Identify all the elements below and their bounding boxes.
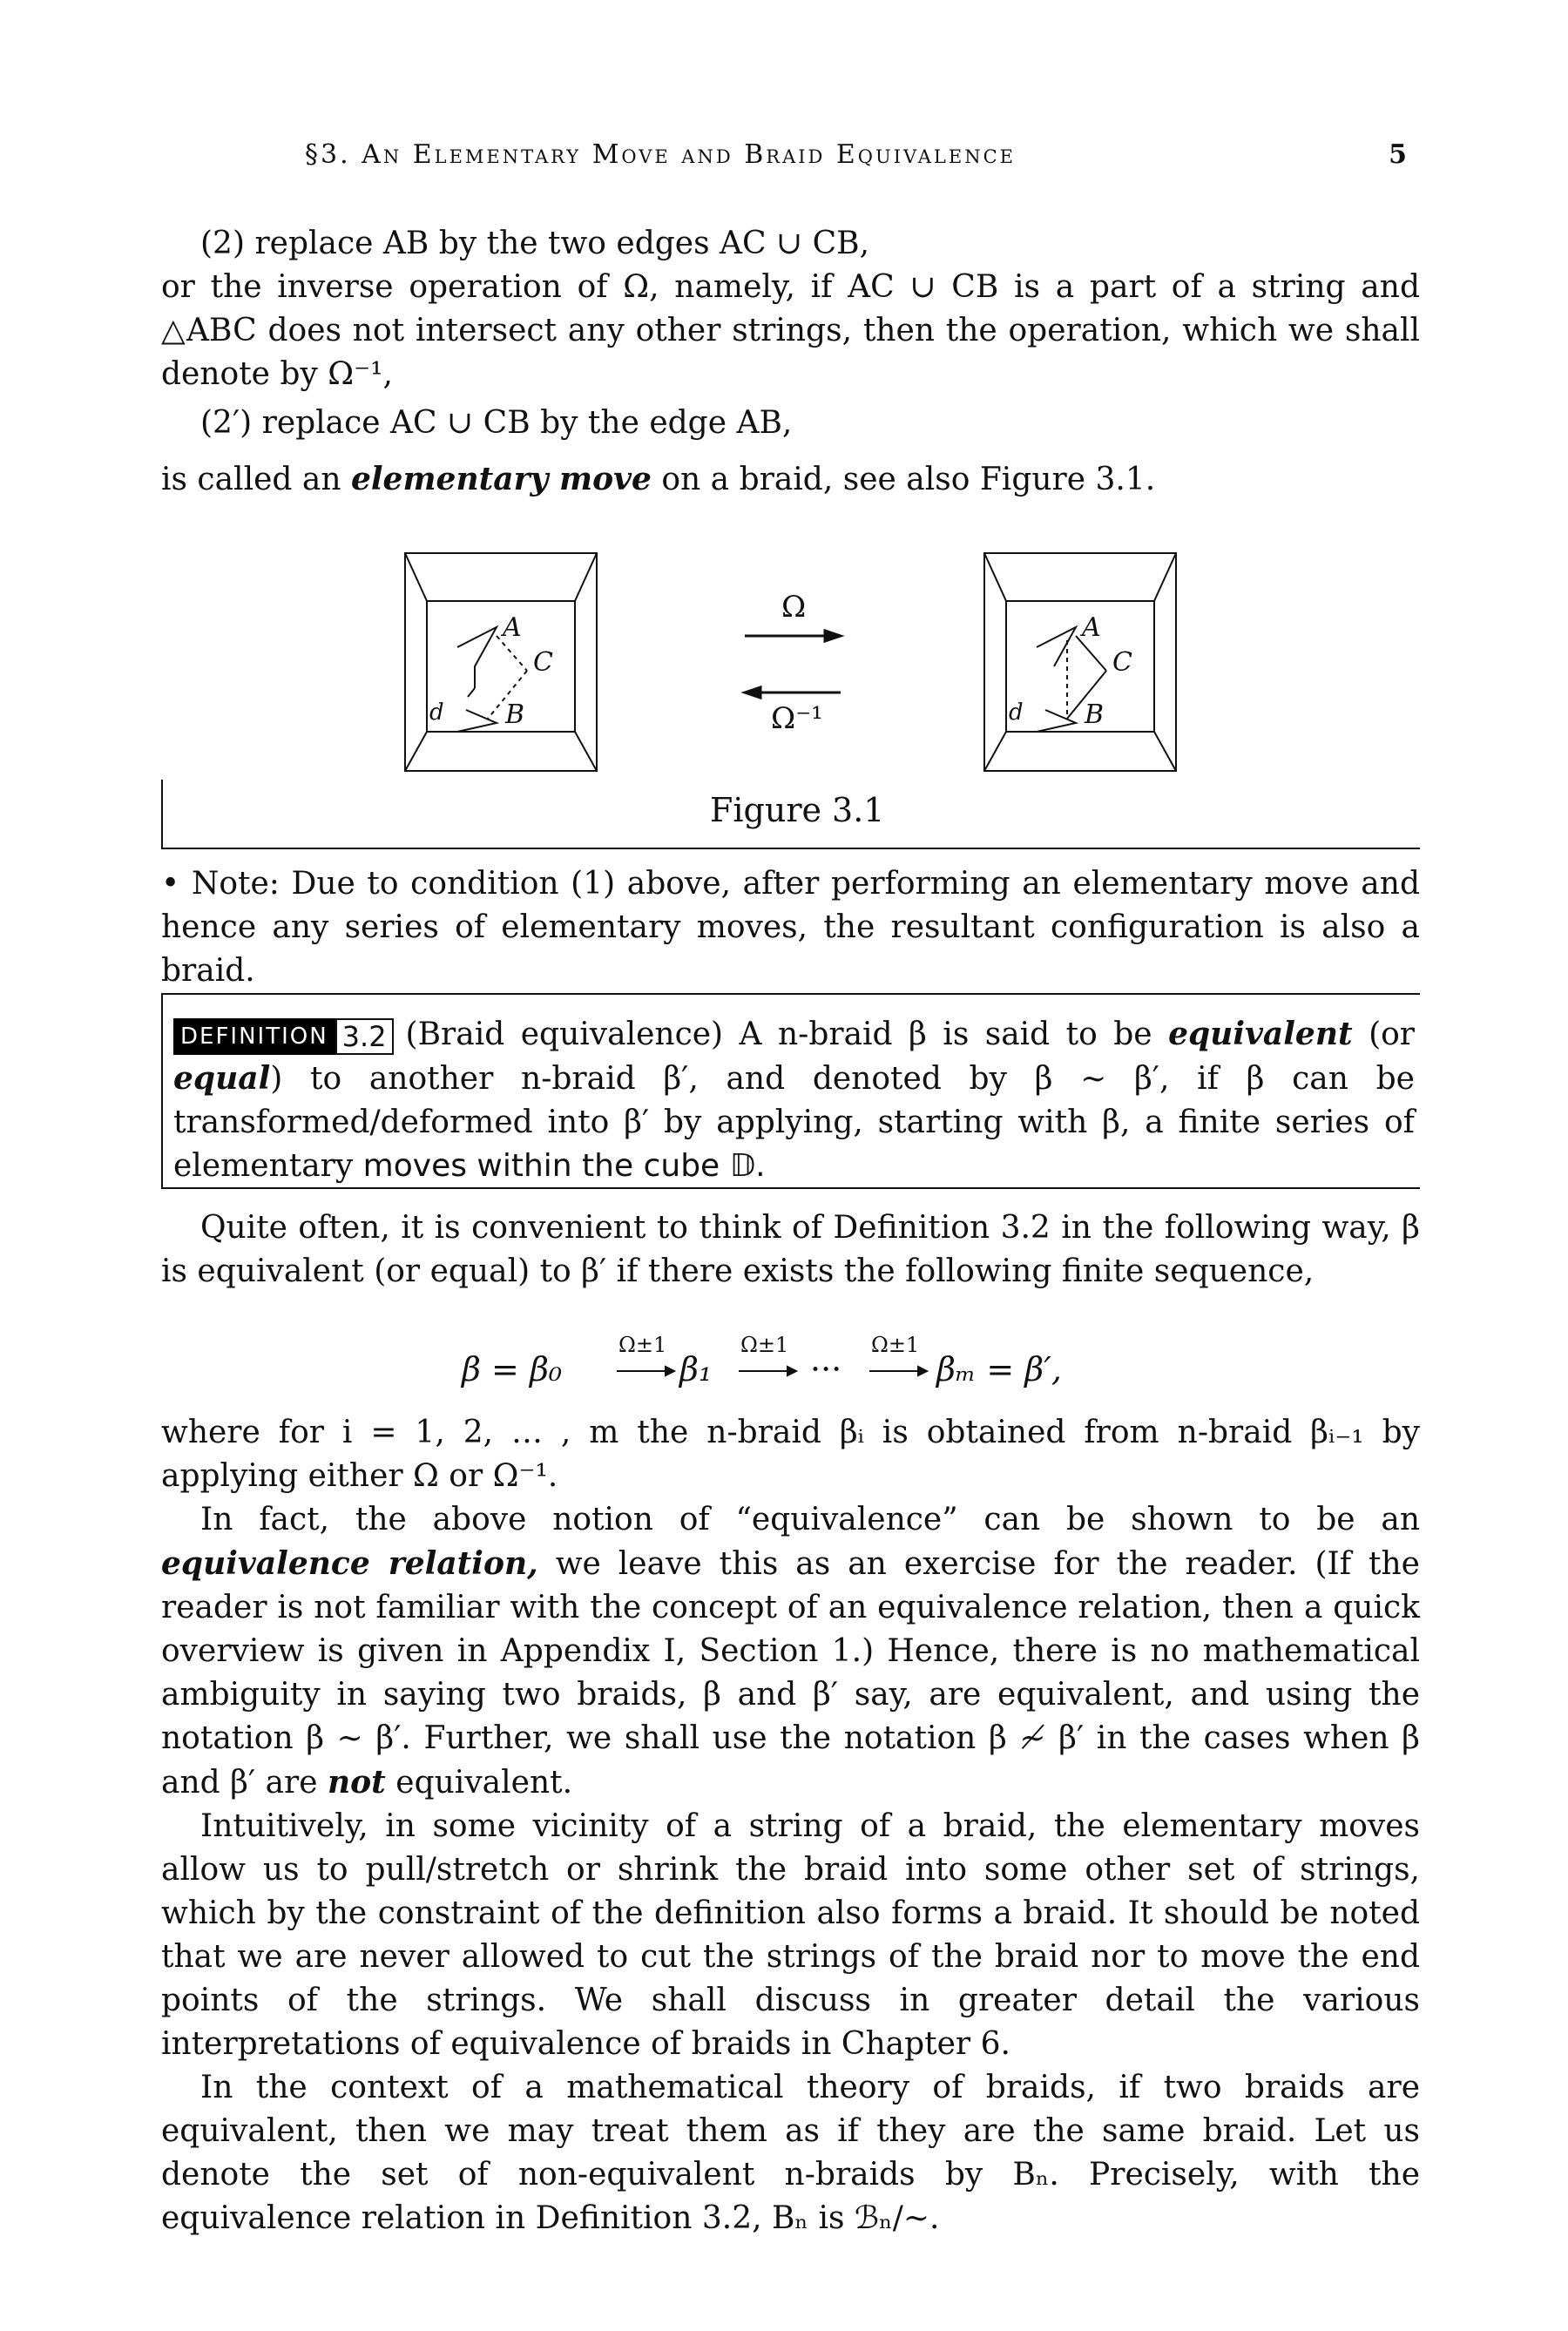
top-text-block xyxy=(161,222,1420,502)
definition-s4: moves within the cube 𝔻. xyxy=(362,1148,766,1184)
left-label-d: d xyxy=(429,699,444,726)
figure-caption: Figure 3.1 xyxy=(710,791,885,829)
left-label-a: A xyxy=(503,612,522,643)
eq-beta-1: β₁ xyxy=(679,1350,713,1388)
right-label-a: A xyxy=(1082,612,1101,643)
definition-s3: ) to another n-braid β′, and denoted by β ∼ β′, if β can be transformed/deformed into β′ by applying, starting with β, a finite series of elementary xyxy=(173,1061,1415,1184)
equation-sequence xyxy=(462,1333,1159,1402)
inverse-operation-paragraph: or the inverse operation of Ω, namely, if AC ∪ CB is a part of a string and △ABC does not intersect any other strings, then the operation, which we shall denote by Ω⁻¹, xyxy=(161,269,1420,392)
definition-paragraph xyxy=(173,1012,1415,1188)
left-cube xyxy=(405,553,597,771)
eq-rhs: βₘ = β′, xyxy=(936,1350,1062,1388)
left-label-c: C xyxy=(533,647,553,678)
definition-number: 3.2 xyxy=(335,1018,394,1055)
arrow-label-omega-inverse: Ω⁻¹ xyxy=(771,701,823,736)
body-block-1 xyxy=(161,1206,1420,1294)
eq-arrow-label-3: Ω±1 xyxy=(871,1333,920,1357)
paragraph-5: In the context of a mathematical theory of braids, if two braids are equivalent, then we may treat them as if they are the same braid. Let us denote the set of non-equivalent n-braids by Bₙ. Precisely, with the equivalence relation in Definition 3.2, Bₙ is ℬₙ/∼. xyxy=(161,2070,1420,2236)
definition-title: (Braid equivalence) xyxy=(405,1017,724,1052)
definition-box xyxy=(161,993,1420,1189)
eq-lhs: β = β₀ xyxy=(462,1350,563,1388)
item-2: (2) replace AB by the two edges AC ∪ CB, xyxy=(200,226,870,261)
eq-arrow-label-2: Ω±1 xyxy=(740,1333,789,1357)
elementary-move-sentence xyxy=(161,457,1420,502)
elementary-move-post: on a braid, see also Figure 3.1. xyxy=(651,462,1156,497)
eq-arrow-label-1: Ω±1 xyxy=(618,1333,667,1357)
definition-text xyxy=(173,1012,1415,1188)
figure-3-1 xyxy=(161,544,1420,849)
paragraph-1: Quite often, it is convenient to think of Definition 3.2 in the following way, β is equivalent (or equal) to β′ if there exists the following finite sequence, xyxy=(161,1210,1420,1289)
definition-label: DEFINITION xyxy=(173,1018,335,1055)
running-header xyxy=(305,139,1407,192)
page-number: 5 xyxy=(1389,139,1407,170)
elementary-move-term: elementary move xyxy=(350,461,652,497)
elementary-move-pre: is called an xyxy=(161,462,351,497)
right-cube xyxy=(984,553,1176,771)
definition-s2: (or xyxy=(1352,1017,1415,1052)
right-label-c: C xyxy=(1112,647,1132,678)
definition-s1: A n-braid β is said to be xyxy=(723,1017,1169,1052)
eq-arrows xyxy=(462,1333,1159,1402)
arrows xyxy=(745,631,841,698)
eq-dots: ··· xyxy=(810,1350,842,1388)
p3-term: equivalence relation, xyxy=(161,1545,538,1582)
body-block-2 xyxy=(161,1411,1420,2240)
item-2-prime: (2′) replace AC ∪ CB by the edge AB, xyxy=(200,405,793,441)
p3-end: equivalent. xyxy=(385,1765,573,1801)
paragraph-2: where for i = 1, 2, … , m the n-braid βᵢ is obtained from n-braid βᵢ₋₁ by applying either Ω or Ω⁻¹. xyxy=(161,1415,1420,1494)
definition-term-equivalent: equivalent xyxy=(1168,1016,1353,1052)
p3-term-not: not xyxy=(328,1764,386,1801)
right-label-b: B xyxy=(1085,699,1105,730)
definition-term-equal: equal xyxy=(173,1060,271,1097)
paragraph-3 xyxy=(161,1498,1420,1805)
note-block xyxy=(161,862,1420,993)
left-label-b: B xyxy=(505,699,525,730)
note-text: • Note: Due to condition (1) above, after performing an elementary move and hence any series of elementary moves, the resultant configuration is also a braid. xyxy=(161,866,1420,989)
running-title: §3. An Elementary Move and Braid Equivalence xyxy=(305,139,1016,170)
right-label-d: d xyxy=(1009,699,1024,726)
arrow-label-omega: Ω xyxy=(781,590,807,625)
p3-pre: In fact, the above notion of “equivalence” can be shown to be an xyxy=(200,1502,1420,1537)
p3-post: we leave this as an exercise for the reader. (If the reader is not familiar with the concept of an equivalence relation, then a quick overview is given in Appendix I, Section 1.) Hence, there is no mathematical ambiguity in saying two braids, β and β′ say, are equivalent, and using the notation β ∼ β′. Further, we shall use the notation β ≁ β′ in the cases when β and β′ are xyxy=(161,1546,1420,1801)
paragraph-4: Intuitively, in some vicinity of a string of a braid, the elementary moves allow us to pull/stretch or shrink the braid into some other set of strings, which by the constraint of the definition also forms a braid. It should be noted that we are never allowed to cut the strings of the braid nor to move the end points of the strings. We shall discuss in greater detail the various interpretations of equivalence of braids in Chapter 6. xyxy=(161,1808,1420,2062)
